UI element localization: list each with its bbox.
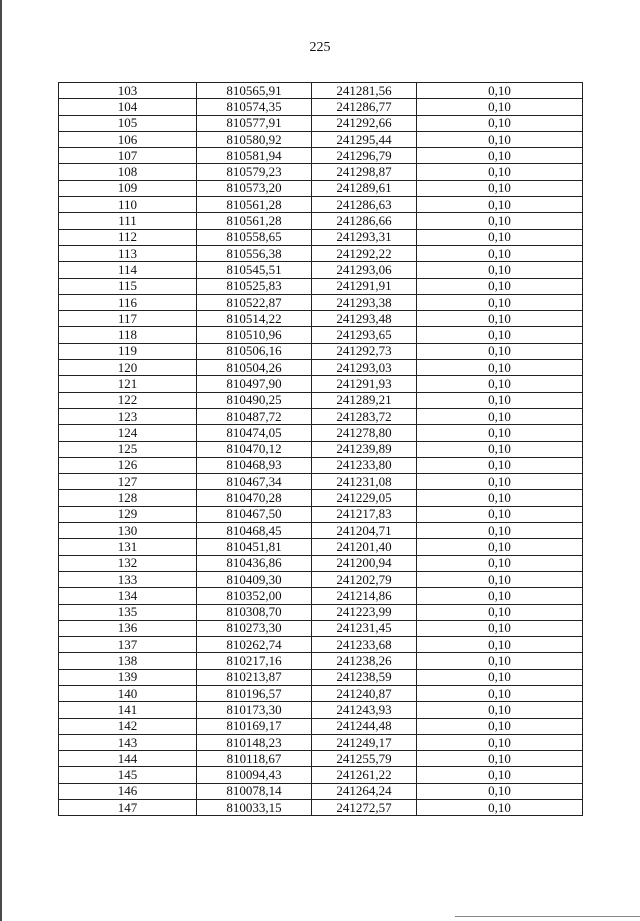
point-number-cell: 120 [59,360,197,376]
y-coordinate-cell: 241238,59 [312,669,417,685]
point-number-cell: 136 [59,620,197,636]
x-coordinate-cell: 810581,94 [197,148,312,164]
error-cell: 0,10 [417,197,583,213]
table-row [59,425,583,441]
table-row [59,213,583,229]
table-body [59,83,583,816]
table-row [59,408,583,424]
y-coordinate-cell: 241295,44 [312,131,417,147]
point-number-cell: 103 [59,83,197,99]
table-row [59,539,583,555]
y-coordinate-cell: 241200,94 [312,555,417,571]
y-coordinate-cell: 241223,99 [312,604,417,620]
error-cell: 0,10 [417,474,583,490]
table-row [59,783,583,799]
point-number-cell: 116 [59,294,197,310]
y-coordinate-cell: 241240,87 [312,685,417,701]
table-row [59,99,583,115]
error-cell: 0,10 [417,115,583,131]
x-coordinate-cell: 810217,16 [197,653,312,669]
point-number-cell: 122 [59,392,197,408]
y-coordinate-cell: 241264,24 [312,783,417,799]
table-row [59,360,583,376]
x-coordinate-cell: 810497,90 [197,376,312,392]
y-coordinate-cell: 241214,86 [312,588,417,604]
table-row [59,83,583,99]
point-number-cell: 134 [59,588,197,604]
point-number-cell: 133 [59,571,197,587]
table-row [59,523,583,539]
x-coordinate-cell: 810467,50 [197,506,312,522]
y-coordinate-cell: 241296,79 [312,148,417,164]
error-cell: 0,10 [417,213,583,229]
y-coordinate-cell: 241291,93 [312,376,417,392]
table-row [59,506,583,522]
table-row [59,571,583,587]
y-coordinate-cell: 241286,66 [312,213,417,229]
error-cell: 0,10 [417,457,583,473]
error-cell: 0,10 [417,294,583,310]
point-number-cell: 144 [59,751,197,767]
x-coordinate-cell: 810487,72 [197,408,312,424]
x-coordinate-cell: 810436,86 [197,555,312,571]
table-row [59,441,583,457]
x-coordinate-cell: 810545,51 [197,262,312,278]
y-coordinate-cell: 241238,26 [312,653,417,669]
error-cell: 0,10 [417,734,583,750]
y-coordinate-cell: 241281,56 [312,83,417,99]
point-number-cell: 143 [59,734,197,750]
y-coordinate-cell: 241244,48 [312,718,417,734]
x-coordinate-cell: 810565,91 [197,83,312,99]
error-cell: 0,10 [417,539,583,555]
page-number: 225 [309,40,331,55]
x-coordinate-cell: 810577,91 [197,115,312,131]
y-coordinate-cell: 241286,63 [312,197,417,213]
x-coordinate-cell: 810409,30 [197,571,312,587]
table-row [59,734,583,750]
table-row [59,669,583,685]
y-coordinate-cell: 241255,79 [312,751,417,767]
x-coordinate-cell: 810558,65 [197,229,312,245]
y-coordinate-cell: 241293,48 [312,311,417,327]
y-coordinate-cell: 241239,89 [312,441,417,457]
y-coordinate-cell: 241204,71 [312,523,417,539]
x-coordinate-cell: 810213,87 [197,669,312,685]
x-coordinate-cell: 810510,96 [197,327,312,343]
point-number-cell: 135 [59,604,197,620]
x-coordinate-cell: 810506,16 [197,343,312,359]
point-number-cell: 137 [59,637,197,653]
point-number-cell: 105 [59,115,197,131]
y-coordinate-cell: 241293,31 [312,229,417,245]
x-coordinate-cell: 810470,12 [197,441,312,457]
table-row [59,620,583,636]
error-cell: 0,10 [417,669,583,685]
table-row [59,800,583,816]
y-coordinate-cell: 241201,40 [312,539,417,555]
y-coordinate-cell: 241289,61 [312,180,417,196]
point-number-cell: 104 [59,99,197,115]
x-coordinate-cell: 810561,28 [197,213,312,229]
table-row [59,164,583,180]
error-cell: 0,10 [417,425,583,441]
point-number-cell: 119 [59,343,197,359]
y-coordinate-cell: 241291,91 [312,278,417,294]
scan-edge [0,0,2,921]
x-coordinate-cell: 810078,14 [197,783,312,799]
error-cell: 0,10 [417,131,583,147]
point-number-cell: 138 [59,653,197,669]
table-row [59,653,583,669]
error-cell: 0,10 [417,620,583,636]
table-row [59,555,583,571]
error-cell: 0,10 [417,506,583,522]
x-coordinate-cell: 810273,30 [197,620,312,636]
point-number-cell: 108 [59,164,197,180]
point-number-cell: 142 [59,718,197,734]
error-cell: 0,10 [417,783,583,799]
table-row [59,702,583,718]
table-row [59,229,583,245]
point-number-cell: 107 [59,148,197,164]
y-coordinate-cell: 241293,38 [312,294,417,310]
table-row [59,457,583,473]
scan-mark [455,916,640,917]
table-row [59,148,583,164]
point-number-cell: 117 [59,311,197,327]
table-row [59,197,583,213]
table-row [59,685,583,701]
y-coordinate-cell: 241292,73 [312,343,417,359]
point-number-cell: 127 [59,474,197,490]
error-cell: 0,10 [417,637,583,653]
y-coordinate-cell: 241249,17 [312,734,417,750]
x-coordinate-cell: 810504,26 [197,360,312,376]
error-cell: 0,10 [417,360,583,376]
y-coordinate-cell: 241243,93 [312,702,417,718]
table-row [59,392,583,408]
y-coordinate-cell: 241231,45 [312,620,417,636]
coordinates-table [58,82,583,816]
table-row [59,767,583,783]
table-row [59,131,583,147]
table-row [59,637,583,653]
table-row [59,343,583,359]
x-coordinate-cell: 810574,35 [197,99,312,115]
x-coordinate-cell: 810033,15 [197,800,312,816]
point-number-cell: 147 [59,800,197,816]
error-cell: 0,10 [417,800,583,816]
x-coordinate-cell: 810308,70 [197,604,312,620]
y-coordinate-cell: 241293,65 [312,327,417,343]
table-row [59,588,583,604]
error-cell: 0,10 [417,718,583,734]
x-coordinate-cell: 810467,34 [197,474,312,490]
point-number-cell: 114 [59,262,197,278]
error-cell: 0,10 [417,555,583,571]
error-cell: 0,10 [417,408,583,424]
x-coordinate-cell: 810556,38 [197,245,312,261]
error-cell: 0,10 [417,99,583,115]
point-number-cell: 141 [59,702,197,718]
point-number-cell: 118 [59,327,197,343]
point-number-cell: 145 [59,767,197,783]
x-coordinate-cell: 810580,92 [197,131,312,147]
x-coordinate-cell: 810474,05 [197,425,312,441]
table-row [59,180,583,196]
y-coordinate-cell: 241229,05 [312,490,417,506]
x-coordinate-cell: 810262,74 [197,637,312,653]
error-cell: 0,10 [417,702,583,718]
error-cell: 0,10 [417,653,583,669]
point-number-cell: 111 [59,213,197,229]
table-row [59,311,583,327]
error-cell: 0,10 [417,164,583,180]
x-coordinate-cell: 810118,67 [197,751,312,767]
x-coordinate-cell: 810468,93 [197,457,312,473]
table-row [59,262,583,278]
error-cell: 0,10 [417,229,583,245]
point-number-cell: 124 [59,425,197,441]
point-number-cell: 109 [59,180,197,196]
point-number-cell: 128 [59,490,197,506]
y-coordinate-cell: 241261,22 [312,767,417,783]
point-number-cell: 115 [59,278,197,294]
error-cell: 0,10 [417,490,583,506]
x-coordinate-cell: 810573,20 [197,180,312,196]
y-coordinate-cell: 241233,80 [312,457,417,473]
table-row [59,604,583,620]
y-coordinate-cell: 241272,57 [312,800,417,816]
y-coordinate-cell: 241292,66 [312,115,417,131]
error-cell: 0,10 [417,523,583,539]
table-row [59,474,583,490]
point-number-cell: 146 [59,783,197,799]
error-cell: 0,10 [417,311,583,327]
table-row [59,376,583,392]
table-row [59,490,583,506]
table-row [59,327,583,343]
x-coordinate-cell: 810094,43 [197,767,312,783]
y-coordinate-cell: 241217,83 [312,506,417,522]
error-cell: 0,10 [417,327,583,343]
point-number-cell: 130 [59,523,197,539]
error-cell: 0,10 [417,245,583,261]
x-coordinate-cell: 810470,28 [197,490,312,506]
error-cell: 0,10 [417,278,583,294]
error-cell: 0,10 [417,604,583,620]
error-cell: 0,10 [417,685,583,701]
y-coordinate-cell: 241233,68 [312,637,417,653]
x-coordinate-cell: 810579,23 [197,164,312,180]
error-cell: 0,10 [417,751,583,767]
y-coordinate-cell: 241278,80 [312,425,417,441]
table-row [59,751,583,767]
point-number-cell: 121 [59,376,197,392]
point-number-cell: 110 [59,197,197,213]
y-coordinate-cell: 241286,77 [312,99,417,115]
point-number-cell: 129 [59,506,197,522]
point-number-cell: 132 [59,555,197,571]
y-coordinate-cell: 241298,87 [312,164,417,180]
x-coordinate-cell: 810522,87 [197,294,312,310]
error-cell: 0,10 [417,376,583,392]
error-cell: 0,10 [417,588,583,604]
x-coordinate-cell: 810561,28 [197,197,312,213]
y-coordinate-cell: 241289,21 [312,392,417,408]
error-cell: 0,10 [417,571,583,587]
x-coordinate-cell: 810490,25 [197,392,312,408]
error-cell: 0,10 [417,262,583,278]
x-coordinate-cell: 810173,30 [197,702,312,718]
point-number-cell: 113 [59,245,197,261]
error-cell: 0,10 [417,343,583,359]
table-row [59,245,583,261]
x-coordinate-cell: 810468,45 [197,523,312,539]
y-coordinate-cell: 241231,08 [312,474,417,490]
table-row [59,294,583,310]
error-cell: 0,10 [417,180,583,196]
point-number-cell: 106 [59,131,197,147]
error-cell: 0,10 [417,83,583,99]
error-cell: 0,10 [417,767,583,783]
y-coordinate-cell: 241293,03 [312,360,417,376]
error-cell: 0,10 [417,392,583,408]
y-coordinate-cell: 241202,79 [312,571,417,587]
error-cell: 0,10 [417,148,583,164]
table-row [59,718,583,734]
point-number-cell: 123 [59,408,197,424]
point-number-cell: 126 [59,457,197,473]
point-number-cell: 131 [59,539,197,555]
x-coordinate-cell: 810525,83 [197,278,312,294]
x-coordinate-cell: 810451,81 [197,539,312,555]
y-coordinate-cell: 241283,72 [312,408,417,424]
x-coordinate-cell: 810169,17 [197,718,312,734]
point-number-cell: 125 [59,441,197,457]
point-number-cell: 112 [59,229,197,245]
table-row [59,278,583,294]
y-coordinate-cell: 241293,06 [312,262,417,278]
x-coordinate-cell: 810196,57 [197,685,312,701]
point-number-cell: 140 [59,685,197,701]
y-coordinate-cell: 241292,22 [312,245,417,261]
point-number-cell: 139 [59,669,197,685]
x-coordinate-cell: 810352,00 [197,588,312,604]
x-coordinate-cell: 810148,23 [197,734,312,750]
x-coordinate-cell: 810514,22 [197,311,312,327]
table-row [59,115,583,131]
error-cell: 0,10 [417,441,583,457]
